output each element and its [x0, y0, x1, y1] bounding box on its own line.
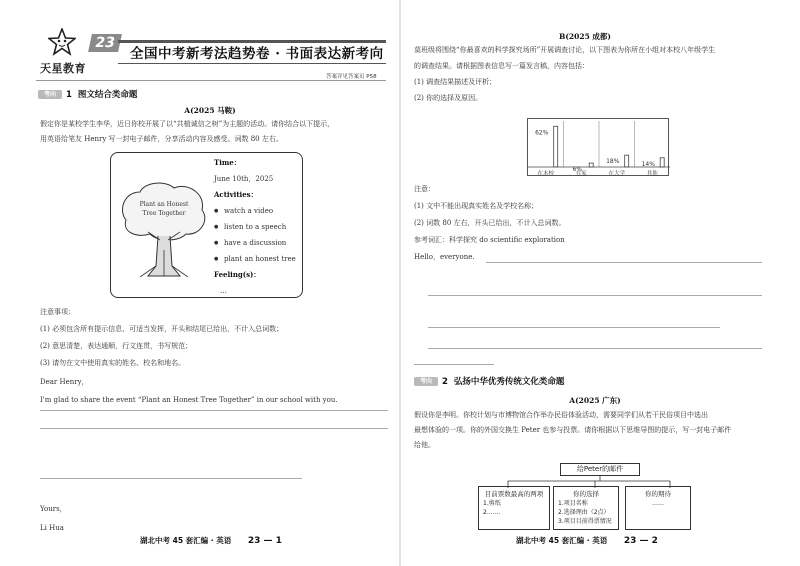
speech-opening: Hello，everyone. — [414, 253, 475, 261]
question-a2-intro — [414, 408, 790, 453]
note-item: (1) 文中不能出现真实姓名及学校名称； — [414, 202, 539, 210]
mind-map-node-right — [625, 486, 691, 530]
chart-value-label: 14% — [641, 160, 655, 168]
chart-category-label: 在大学 — [608, 171, 626, 177]
page-divider — [399, 0, 401, 566]
node-item: 3.项目目前得票情况 — [558, 518, 612, 525]
chart-bar — [554, 126, 558, 167]
note-item: (3) 请勿在文中使用真实的姓名、校名和地名。 — [40, 359, 186, 367]
chart-value-label: 62% — [535, 129, 549, 137]
activity-item: ● plant an honest tree — [214, 251, 296, 267]
footer-book: 湖北中考 45 套汇编 · 英语 — [516, 536, 608, 545]
time-label: Time： — [214, 158, 241, 167]
brand-logo — [38, 26, 92, 76]
chart-value-label: 6% — [572, 166, 583, 174]
activity-item: ● listen to a speech — [214, 219, 296, 235]
section-tag: 考向 — [38, 90, 62, 99]
node-item: …… — [652, 500, 664, 507]
note-item: (2) 意思清楚，表达通顺，行文连贯，书写规范； — [40, 342, 193, 350]
intro-line: 用英语给笔友 Henry 写一封电子邮件，分享活动内容及感受。词数 80 左右。 — [40, 135, 283, 143]
survey-bar-chart — [527, 118, 669, 176]
intro-line: (1) 调查结果描述及评析； — [414, 78, 497, 86]
section-tag: 考向 — [414, 377, 438, 386]
brand-name: 天星教育 — [40, 62, 86, 75]
unit-number-badge: 23 — [88, 34, 122, 52]
question-a-notes — [40, 304, 390, 372]
answer-line[interactable] — [40, 478, 302, 479]
mind-map-node-middle — [553, 486, 619, 530]
intro-line: 假设你是李明。你校计划与市博物馆合作举办民俗体验活动，需要同学们从若干民俗项目中选出 — [414, 411, 708, 419]
activities-label: Activities： — [214, 190, 258, 199]
chart-category-label: 在本校 — [537, 171, 555, 177]
intro-line: 给他。 — [414, 441, 435, 449]
letter-start — [40, 373, 390, 409]
section-label: 弘扬中华优秀传统文化类命题 — [453, 377, 565, 387]
chart-canvas — [528, 119, 670, 177]
section-1-heading — [38, 88, 137, 100]
notes-title: 注意事项： — [40, 308, 75, 316]
tree-caption-line-2: Tree Together — [142, 210, 186, 217]
header-divider — [36, 80, 386, 81]
answer-line[interactable] — [486, 262, 762, 263]
section-number: 2 — [442, 377, 448, 387]
question-b-notes — [414, 181, 790, 266]
chart-category-label: 在家 — [575, 171, 587, 177]
left-footer — [140, 535, 282, 546]
chart-value-label: 18% — [606, 158, 620, 166]
letter-end — [40, 500, 140, 538]
letter-greeting: Dear Henry， — [40, 378, 89, 386]
tree-icon — [118, 180, 210, 280]
notes-title: 注意： — [414, 185, 435, 193]
answer-line[interactable] — [40, 428, 388, 429]
activity-item: ● have a discussion — [214, 235, 296, 251]
intro-line: 莫班级将围绕“你最喜欢的科学探究场所”开展调查讨论，以下图表为你所在小组对本校八年级学生 — [414, 46, 716, 54]
letter-closing: Yours， — [40, 505, 67, 513]
letter-signature: Li Hua — [40, 524, 64, 532]
tree-caption-line-1: Plant an Honest — [139, 201, 189, 208]
time-value: June 10th，2025 — [214, 175, 274, 183]
chart-bar — [625, 155, 629, 167]
mind-map-node-left — [478, 486, 550, 530]
question-b-title: B(2025 成都) — [559, 32, 611, 41]
star-logo-icon — [48, 28, 76, 56]
intro-line: 的调查结果。请根据图表信息写一篇发言稿，内容包括： — [414, 62, 589, 70]
node-title: 目前票数最高的两项 — [484, 490, 544, 498]
note-item: (1) 必须包含所有提示信息，可适当发挥，开头和结尾已给出，不计入总词数； — [40, 325, 284, 333]
footer-book: 湖北中考 45 套汇编 · 英语 — [140, 536, 232, 545]
answer-line[interactable] — [40, 410, 388, 411]
node-item: 2.…… — [483, 509, 501, 516]
answer-line[interactable] — [414, 364, 494, 365]
answer-line[interactable] — [428, 295, 762, 296]
question-b-intro — [414, 42, 790, 106]
feeling-label: Feeling(s)： — [214, 270, 261, 279]
intro-line: 假定你是某校学生李华，近日你校开展了以“共植诚信之树”为主题的活动。请你结合以下提示， — [40, 120, 335, 128]
section-number: 1 — [66, 90, 72, 100]
node-title: 你的选择 — [573, 490, 599, 498]
question-a-intro — [40, 117, 390, 147]
node-item: 2.选择理由（2点） — [558, 509, 610, 516]
poster-details — [214, 155, 296, 299]
node-title: 你的期待 — [645, 490, 671, 498]
node-item: 1.项目名称 — [558, 500, 588, 507]
footer-page: 23 — 1 — [247, 536, 282, 546]
chart-category-label: 其他 — [646, 171, 658, 177]
node-item: 1.剪纸 — [483, 500, 501, 507]
feeling-value: … — [220, 287, 227, 295]
chart-bar — [660, 158, 664, 167]
activity-item: ● watch a video — [214, 203, 296, 219]
section-2-heading — [414, 375, 564, 387]
page-title: 全国中考新考法趋势卷 · 书面表达新考向 — [130, 46, 384, 62]
reference-vocab: 参考词汇：科学探究 do scientific exploration — [414, 236, 565, 244]
footer-page: 23 — 2 — [623, 536, 658, 546]
note-item: (2) 词数 80 左右，开头已给出，不计入总词数。 — [414, 219, 566, 227]
activities-list — [214, 203, 296, 267]
question-a-title: A(2025 马鞍) — [184, 106, 236, 115]
right-footer — [516, 535, 658, 546]
intro-line: 最想体验的一项。你的外国交换生 Peter 也参与投票。请你根据以下思维导图的提示，写一封电子邮件 — [414, 426, 732, 434]
letter-opening: I'm glad to share the event “Plant an Honest Tree Together” in our school with you. — [40, 396, 338, 404]
intro-line: (2) 你的选择及原因。 — [414, 94, 483, 102]
mind-map-root: 给Peter的邮件 — [560, 463, 640, 476]
chart-bar — [589, 163, 593, 167]
answer-line[interactable] — [428, 327, 720, 328]
answer-reference: 答案详见答案页 P58 — [326, 74, 377, 80]
answer-line[interactable] — [428, 348, 762, 349]
question-a2-title: A(2025 广东) — [569, 396, 621, 405]
section-label: 图文结合类命题 — [77, 90, 138, 100]
